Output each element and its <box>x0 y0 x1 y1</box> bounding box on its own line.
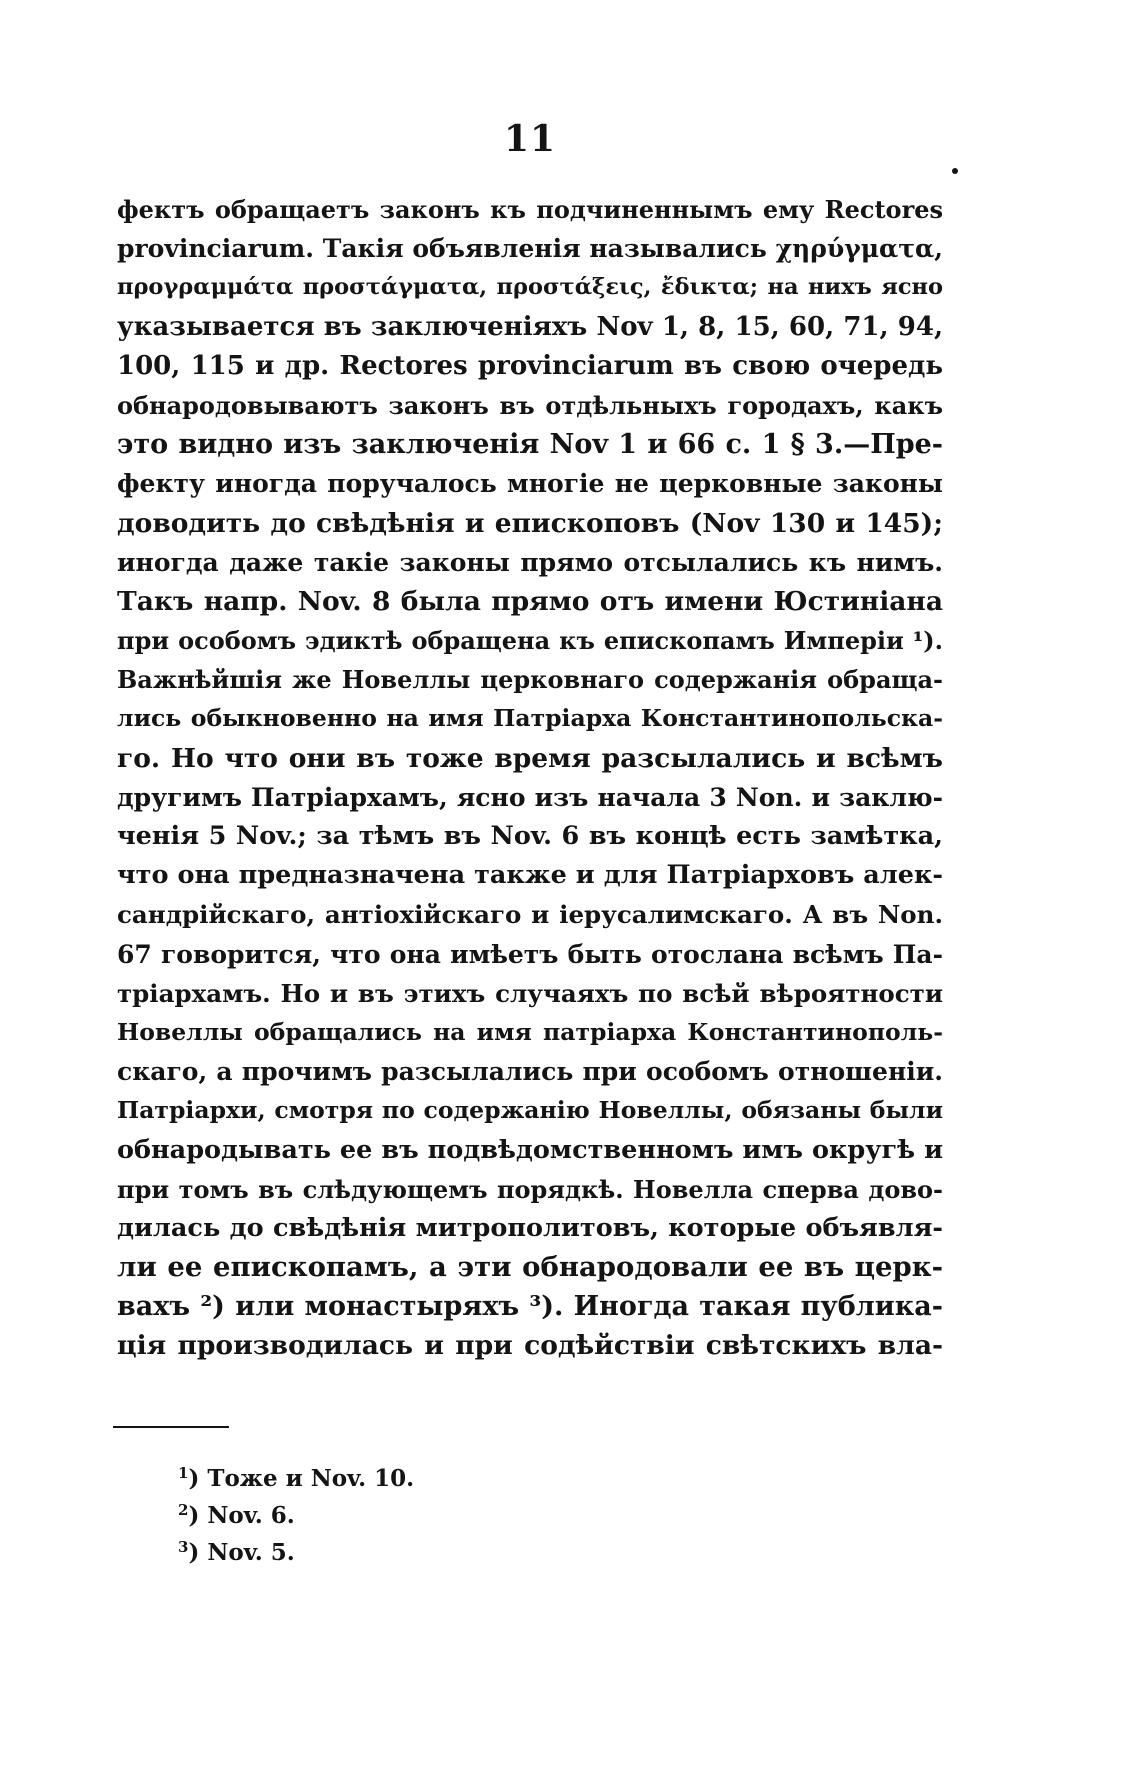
footnote-2 <box>178 1492 414 1529</box>
text-line-25: обнародывать ее въ подвѣдомственномъ имъ округѣ и <box>117 1134 943 1165</box>
footnote-marker: 2 <box>178 1501 189 1519</box>
text-line-13: Важнѣйшія же Новеллы церковнаго содержанія обраща- <box>117 665 943 695</box>
text-line-8: фекту иногда поручалось многіе не церковные законы <box>117 469 943 499</box>
text-line-22: Новеллы обращались на имя патріарха Константинополь- <box>117 1017 943 1046</box>
text-line-16: другимъ Патріархамъ, ясно изъ начала 3 Non. и заклю- <box>117 782 943 812</box>
text-line-14: лись обыкновенно на имя Патріарха Константинопольска- <box>117 704 943 733</box>
text-line-30: ція производилась и при содѣйствіи свѣтскихъ вла- <box>117 1330 943 1362</box>
text-line-5: 100, 115 и др. Rectores provinciarum въ свою очередь <box>117 350 943 381</box>
text-line-4: указывается въ заключеніяхъ Nov 1, 8, 15, 60, 71, 94, <box>117 311 943 342</box>
text-line-10: иногда даже такіе законы прямо отсылались къ нимъ. <box>117 547 943 577</box>
text-line-11: Такъ напр. Nov. 8 была прямо отъ имени Юстиніана <box>117 585 943 617</box>
footnote-separator <box>113 1426 229 1428</box>
footnote-3 <box>178 1529 414 1566</box>
text-line-19: сандрійскаго, антіохійскаго и іерусалимскаго. А въ Non. <box>117 900 943 930</box>
text-line-3: προγραμμάτα προστάγματα, προστάξεις, ἔδικτα; на нихъ ясно <box>117 274 943 301</box>
stray-dot <box>952 168 958 174</box>
text-line-28: ли ее епископамъ, а эти обнародовали ее въ церк- <box>117 1251 943 1284</box>
text-line-27: дилась до свѣдѣнія митрополитовъ, которые объявля- <box>117 1212 943 1243</box>
footnote-1 <box>178 1455 414 1492</box>
footnote-marker: 1 <box>178 1464 189 1482</box>
text-line-23: скаго, а прочимъ разсылались при особомъ отношеніи. <box>117 1057 943 1087</box>
text-line-15: го. Но что они въ тоже время разсылались и всѣмъ <box>117 742 943 774</box>
text-line-1: фектъ обращаетъ законъ къ подчиненнымъ ему Rectores <box>117 195 943 224</box>
page-number: 11 <box>503 118 557 160</box>
footnote-text: ) Тоже и Nov. 10. <box>188 1465 415 1492</box>
text-line-12: при особомъ эдиктѣ обращена къ епископамъ Имперіи ¹). <box>117 626 943 656</box>
text-line-26: при томъ въ слѣдующемъ порядкѣ. Новелла сперва дово- <box>117 1174 943 1204</box>
footnote-text: ) Nov. 5. <box>188 1539 295 1566</box>
text-line-24: Патріархи, смотря по содержанію Новеллы, обязаны были <box>117 1096 943 1125</box>
text-line-17: ченія 5 Nov.; за тѣмъ въ Nov. 6 въ концѣ есть замѣтка, <box>117 821 943 851</box>
text-line-7: это видно изъ заключенія Nov 1 и 66 с. 1 § 3.—Пре- <box>117 429 943 461</box>
footnote-text: ) Nov. 6. <box>188 1502 295 1529</box>
text-line-18: что она предназначена также и для Патріарховъ алек- <box>117 860 943 891</box>
text-line-6: обнародовываютъ законъ въ отдѣльныхъ городахъ, какъ <box>117 390 943 420</box>
body-text <box>117 190 943 1366</box>
footnote-marker: 3 <box>178 1538 189 1556</box>
text-line-20: 67 говорится, что она имѣетъ быть отослана всѣмъ Па- <box>117 939 943 969</box>
text-line-21: тріархамъ. Но и въ этихъ случаяхъ по всѣй вѣроятности <box>117 978 943 1008</box>
text-line-29: вахъ ²) или монастыряхъ ³). Иногда такая публика- <box>117 1291 943 1323</box>
text-line-9: доводить до свѣдѣнія и епископовъ (Nov 130 и 145); <box>117 507 943 539</box>
footnotes <box>178 1455 414 1566</box>
text-line-2: provinciarum. Такія объявленія назывались χηρύγματα, <box>117 234 943 264</box>
